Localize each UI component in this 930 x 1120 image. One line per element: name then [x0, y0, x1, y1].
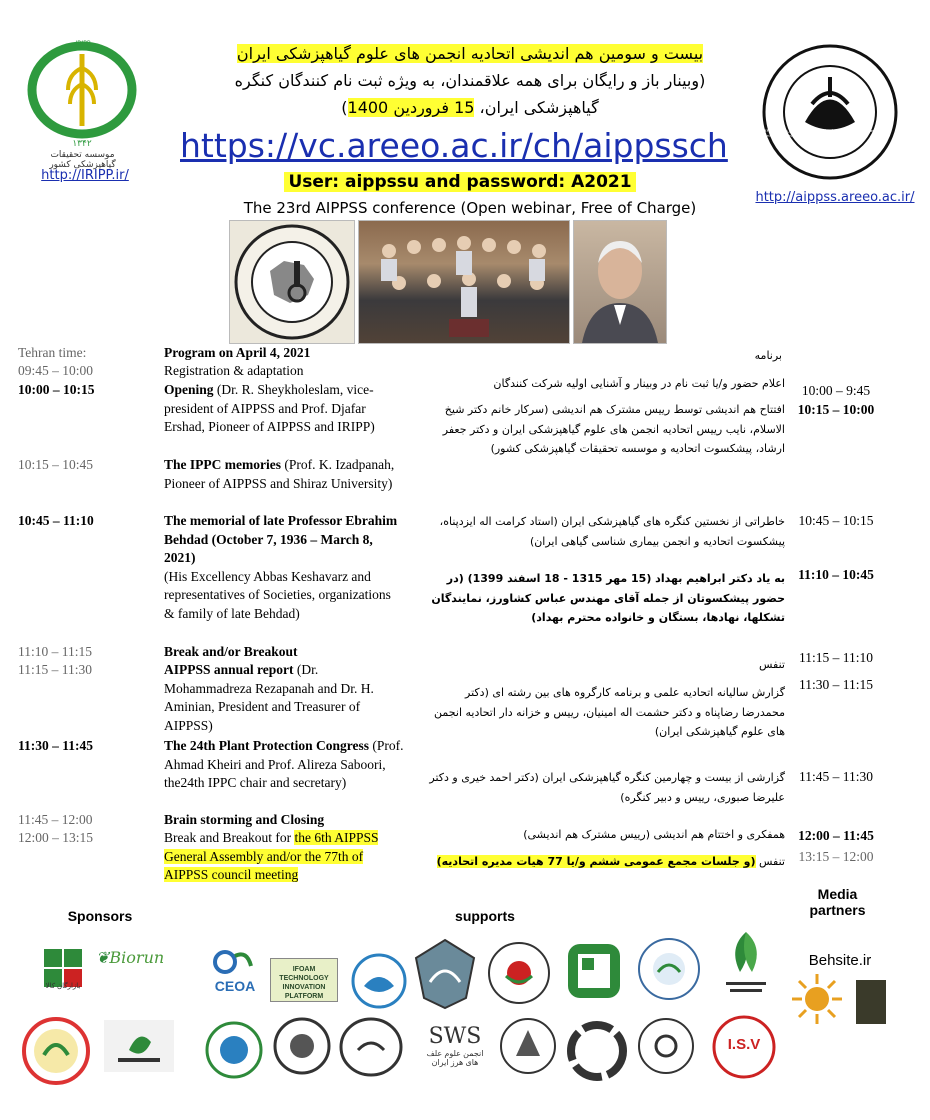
media-label: Media partners [809, 886, 866, 918]
fa-row-8: همفکری و اختتام هم اندیشی (رییس مشترک هم اندیشی) [523, 828, 785, 841]
title-line-2: (وبینار باز و رایگان برای همه علاقمندان، به ویژه ثبت نام کنندگان کنگره [234, 71, 706, 90]
iripp-logo [26, 40, 138, 152]
fa-row-6: گزارش سالیانه اتحادیه علمی و برنامه کارگروه های بین رشته ای (دکتر محمدرضا رضاپناه و دکتر حشمت اله امینیان، رییس و خزانه دار اتحادیه انجمن های علوم گیاهپزشکی ایران) [434, 686, 785, 738]
persian-title [190, 40, 750, 121]
webinar-url-link[interactable]: https://vc.areeo.ac.ir/ch/aippssch [180, 126, 728, 165]
svg-text:۱۳۴۲: ۱۳۴۲ [72, 139, 92, 149]
fa-time-9: 13:15 – 12:00 [798, 849, 874, 864]
support-logo-green-square [564, 940, 624, 1002]
fa-time-2: 10:15 – 10:00 [797, 402, 875, 417]
support-logo-iscne [636, 936, 702, 1002]
row-event-2: Opening (Dr. R. Sheykholeslam, vice-president of AIPPSS and Prof. Djafar Ershad, Pioneer of AIPPSS and IRIPP) [164, 382, 375, 434]
support-logo-ministry [718, 926, 774, 1006]
kala-label: بازارگان کالا [45, 983, 81, 990]
row-time-9: 12:00 – 13:15 [18, 830, 94, 845]
aippss-logo-ring-text: اتحادیه انجمن های علوم گیاهپزشکی ایران ۱۳۹۴ Association of Iranian Plant Protection Societies 2015 [760, 128, 884, 138]
fa-time-7: 11:45 – 11:30 [799, 769, 873, 784]
fa-row-4: به یاد دکتر ابراهیم بهداد (15 مهر 1315 - 18 اسفند 1399) (در حضور پیشکسوتان از جمله آقای مهندس عباس کشاورز، نمایندگان تشکلها، نهادها، بستگان و خانواده محترم بهداد) [431, 572, 785, 624]
portrait-photo [573, 220, 667, 344]
sws-logo: SWS انجمن علوم علف های هرز ایران [426, 1024, 484, 1067]
fa-time-4: 11:10 – 10:45 [798, 567, 874, 582]
supports-label: supports [455, 908, 515, 924]
congress-logo-image [229, 220, 355, 344]
row-event-6: AIPPSS annual report (Dr. Mohammadreza Rezapanah and Dr. H. Aminian, President and Treasurer of AIPPSS) [164, 662, 374, 733]
support-logo-shield [414, 938, 476, 1010]
fa-row-1: اعلام حضور و/یا ثبت نام در وبینار و آشنایی اولیه شرکت کنندگان [493, 377, 785, 390]
media-logo-sun [790, 972, 844, 1026]
fa-time-8: 12:00 – 11:45 [798, 828, 874, 843]
row-time-8: 11:45 – 12:00 [18, 812, 93, 827]
support-logo-round-5 [636, 1016, 696, 1076]
sponsors-label: Sponsors [67, 908, 133, 924]
support-logo-round-2 [272, 1016, 332, 1076]
isv-logo: I.S.V [706, 1014, 782, 1080]
row-time-4: 10:45 – 11:10 [18, 513, 94, 528]
behsite-label: Behsite.ir [808, 952, 872, 969]
fa-row-7: گزارشی از بیست و چهارمین کنگره گیاهپزشکی ایران (دکتر احمد خیری و دکتر علیرضا صبوری، رییس و دبیر کنگره) [429, 771, 785, 804]
iripp-logo-caption: موسسه تحقیقات گیاهپزشکی کشور [49, 150, 116, 170]
sponsor-leaf-logo [104, 1020, 174, 1072]
ifoam-logo: IFOAM TECHNOLOGY INNOVATION PLATFORM [270, 958, 338, 1002]
row-time-6: 11:15 – 11:30 [18, 662, 92, 677]
row-event-7: The 24th Plant Protection Congress (Prof. Ahmad Kheiri and Prof. Alireza Saboori, the24th IPPC chair and secretary) [164, 738, 404, 790]
iripp-link[interactable]: http://IRIPP.ir/ [41, 168, 129, 183]
fa-time-5: 11:15 – 11:10 [799, 650, 873, 665]
support-logo-round-3 [338, 1016, 404, 1078]
row-event-4: The memorial of late Professor Ebrahim Behdad (October 7, 1936 – March 8, 2021) (His Excellency Abbas Keshavarz and representatives of Societies, organizations & family of late Behdad) [164, 513, 398, 621]
support-logo-round-4 [498, 1016, 558, 1076]
fa-time-6: 11:30 – 11:15 [799, 677, 873, 692]
fa-row-2: افتتاح هم اندیشی توسط رییس مشترک هم اندیشی (سرکار خانم دکتر شیخ الاسلام، نایب رییس اتحادیه انجمن های علوم گیاهپزشکی ایران و دکتر جعفر ارشاد، پیشکسوت اتحادیه و موسسه تحقیقات گیاهپزشکی کشور) [442, 403, 785, 455]
row-time-1: 09:45 – 10:00 [18, 363, 94, 378]
aippss-logo [760, 42, 900, 182]
fa-row-3: خاطراتی از نخستین کنگره های گیاهپزشکی ایران (استاد کرامت اله ایزدپناه، پیشکسوت اتحادیه و انجمن بیماری شناسی گیاهی ایران) [439, 515, 785, 548]
sponsor-circle-logo [20, 1015, 92, 1087]
media-logo-book [856, 980, 886, 1024]
row-event-1: Registration & adaptation [164, 363, 304, 378]
row-time-7: 11:30 – 11:45 [18, 738, 94, 753]
row-event-9: Break and Breakout for the 6th AIPPSS General Assembly and/or the 77th of AIPPSS council meeting [164, 830, 379, 882]
support-logo-round-1 [204, 1020, 264, 1080]
row-event-3: The IPPC memories (Prof. K. Izadpanah, Pioneer of AIPPSS and Shiraz University) [164, 457, 395, 491]
row-event-5: Break and/or Breakout [164, 644, 298, 659]
support-logo-bug [486, 940, 552, 1006]
ceoa-logo: CEOA [205, 940, 265, 1000]
aippss-link[interactable]: http://aippss.areeo.ac.ir/ [755, 190, 915, 205]
congress-logo-text [229, 290, 353, 295]
row-time-3: 10:15 – 10:45 [18, 457, 94, 472]
credentials: User: aippssu and password: A2021 [250, 172, 670, 192]
fa-row-9: تنفس (و جلسات مجمع عمومی ششم و/یا 77 هیات مدیره اتحادیه) [436, 855, 785, 868]
support-logo-water [350, 952, 408, 1010]
title-line-3: گیاهپزشکی ایران، 15 فروردین 1400) [341, 98, 599, 117]
row-time-2: 10:00 – 10:15 [18, 382, 95, 397]
tehran-time-label: Tehran time: [18, 345, 87, 360]
iripp-logo-badge: IRIPP [75, 40, 91, 47]
program-title: Program on April 4, 2021 [164, 345, 311, 360]
group-photo [358, 220, 570, 344]
title-line-1: بیست و سومین هم اندیشی اتحادیه انجمن های علوم گیاهپزشکی ایران [236, 44, 704, 63]
fa-row-5: تنفس [759, 658, 785, 671]
fa-time-3: 10:45 – 10:15 [798, 513, 874, 528]
row-event-8: Brain storming and Closing [164, 812, 325, 827]
conference-subtitle: The 23rd AIPPSS conference (Open webinar, Free of Charge) [243, 199, 697, 217]
row-time-5: 11:10 – 11:15 [18, 644, 92, 659]
fa-heading: برنامه [754, 349, 782, 362]
support-logo-ring [566, 1010, 628, 1092]
biorun-logo: ❦Biorun [96, 948, 165, 967]
fa-time-1: 10:00 – 9:45 [801, 383, 871, 398]
